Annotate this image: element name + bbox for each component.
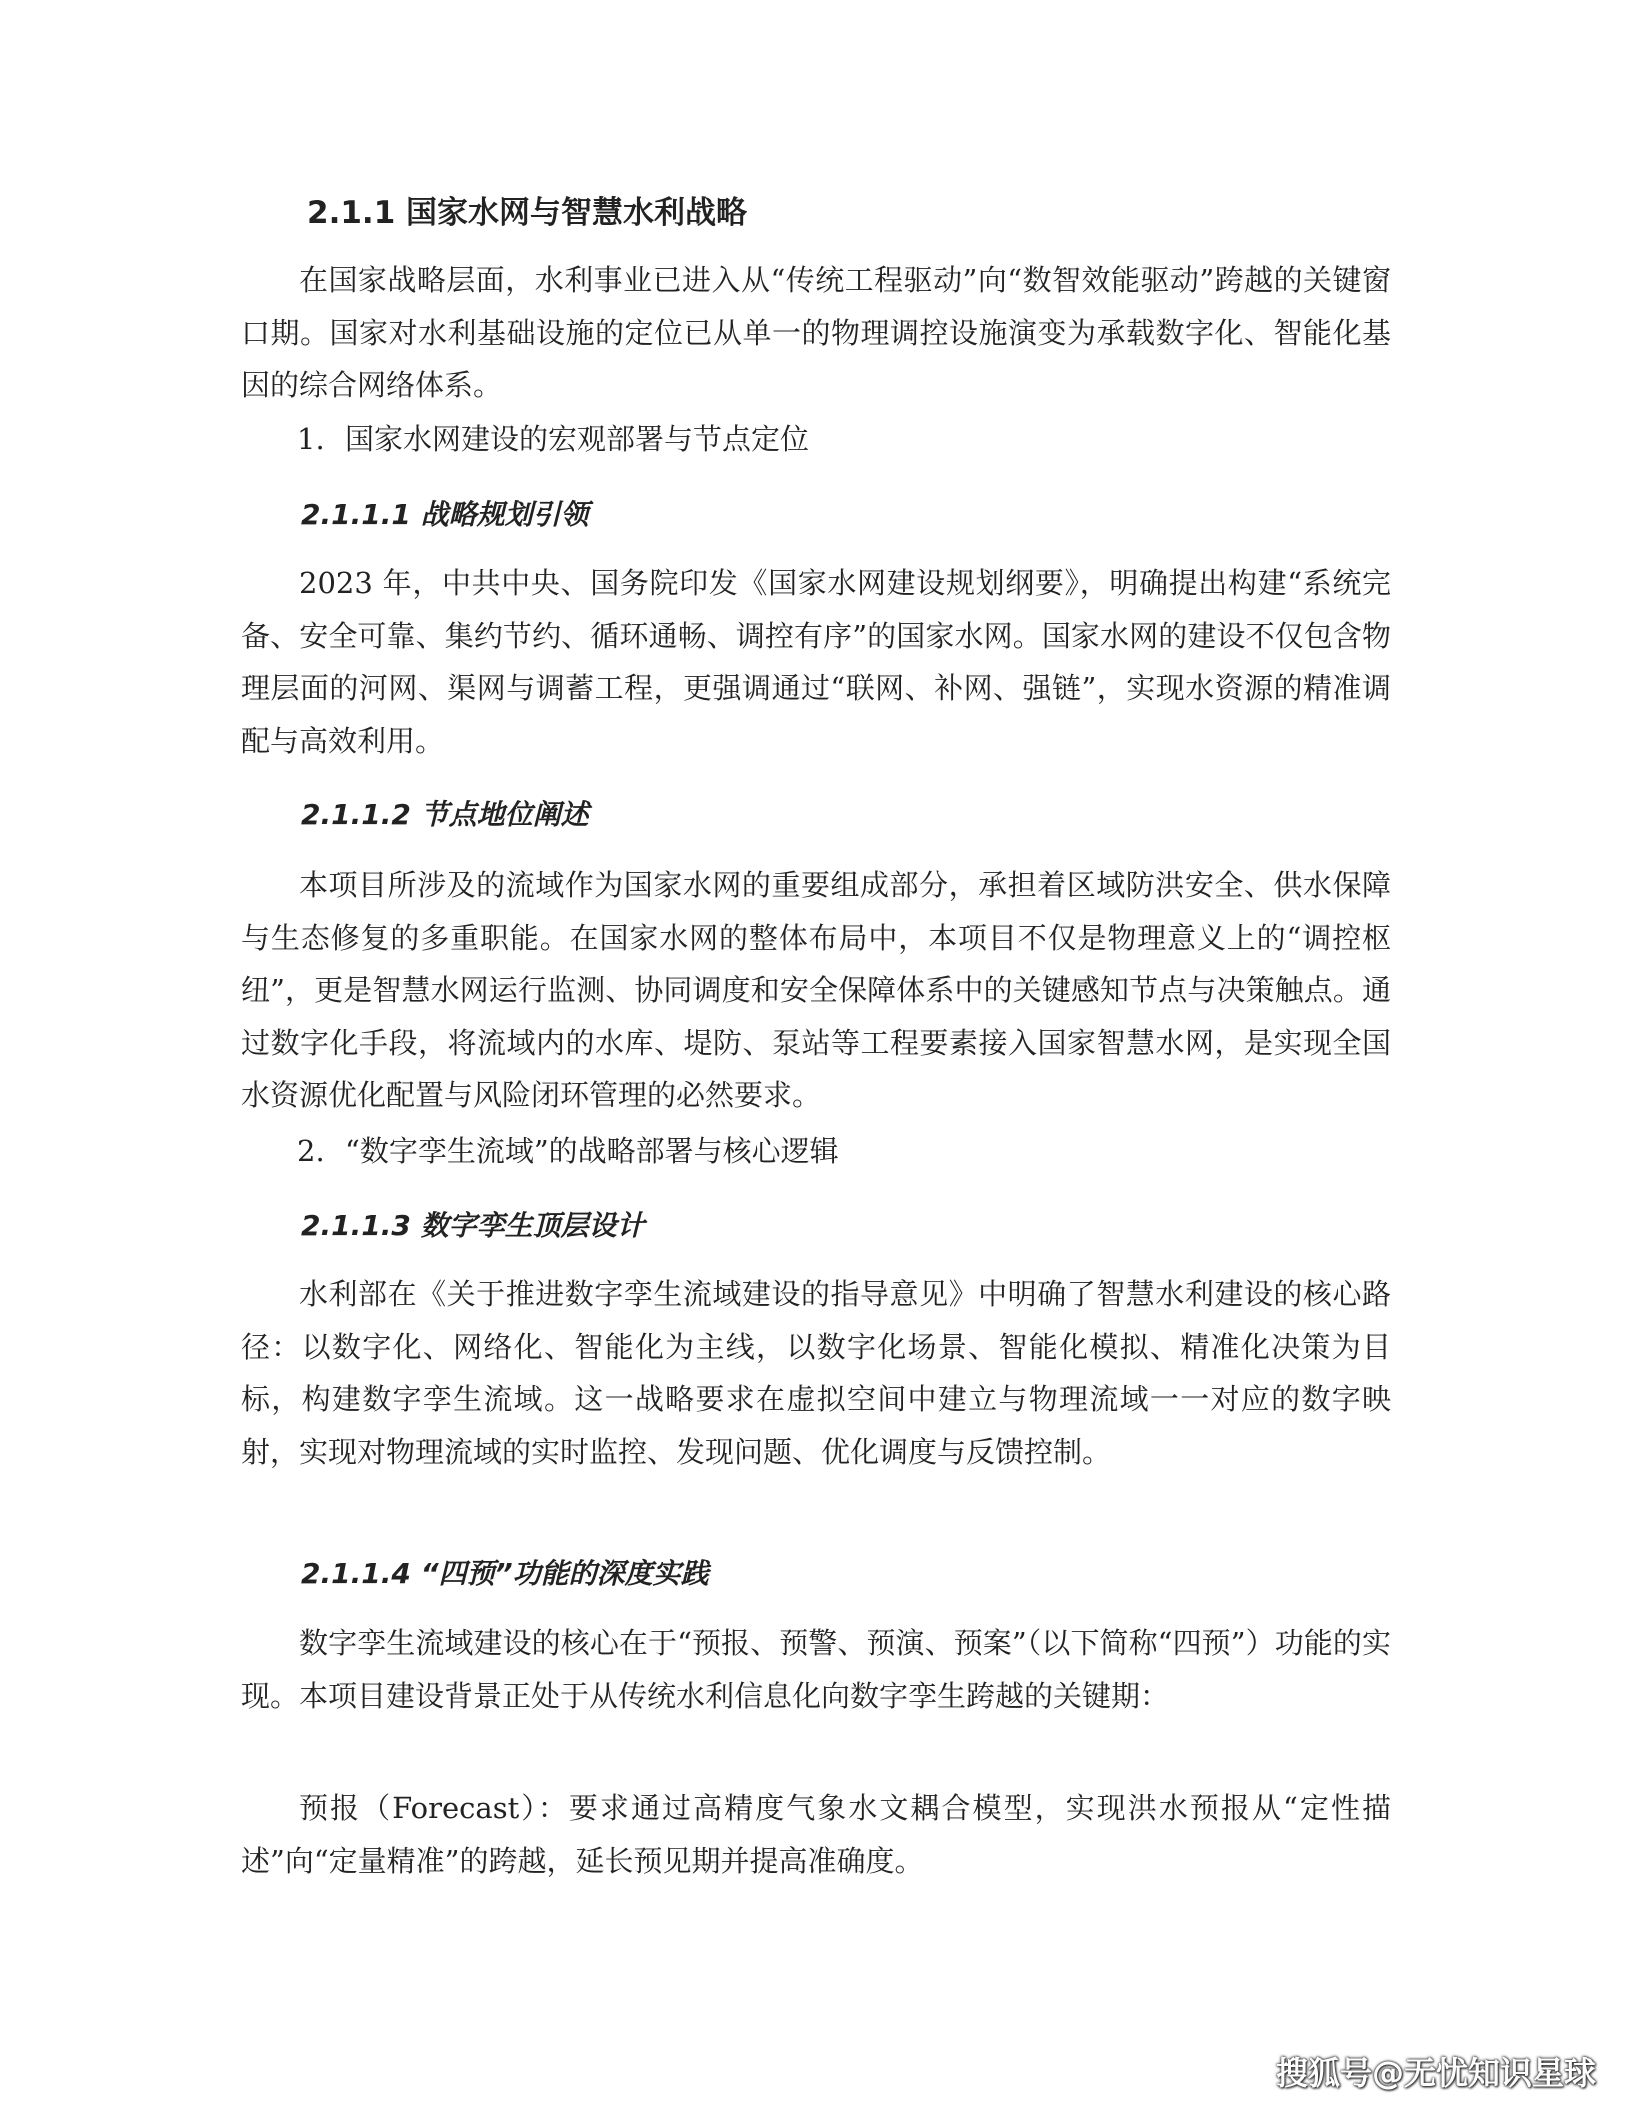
- list-number: 2.: [297, 1134, 325, 1168]
- heading-2-1-1-3: 2.1.1.3 数字孪生顶层设计: [301, 1209, 645, 1242]
- list-number: 1.: [297, 422, 325, 456]
- heading-2-1-1-2: 2.1.1.2 节点地位阐述: [301, 798, 589, 831]
- paragraph-intro: 在国家战略层面，水利事业已进入从“传统工程驱动”向“数智效能驱动”跨越的关键窗口期。国家对水利基础设施的定位已从单一的物理调控设施演变为承载数字化、智能化基因的综合网络体系。: [241, 263, 1391, 402]
- list-text: 国家水网建设的宏观部署与节点定位: [345, 422, 810, 456]
- watermark-text: 搜狐号@无忧知识星球: [1275, 2054, 1596, 2092]
- heading-2-1-1-1: 2.1.1.1 战略规划引领: [301, 498, 589, 531]
- paragraph-planning: 2023 年，中共中央、国务院印发《国家水网建设规划纲要》，明确提出构建“系统完备、安全可靠、集约节约、循环通畅、调控有序”的国家水网。国家水网的建设不仅包含物理层面的河网、渠网与调蓄工程，更强调通过“联网、补网、强链”，实现水资源的精准调配与高效利用。: [241, 566, 1391, 758]
- heading-2-1-1: 2.1.1 国家水网与智慧水利战略: [307, 195, 748, 231]
- list-text: “数字孪生流域”的战略部署与核心逻辑: [345, 1134, 839, 1168]
- list-item-2: [297, 1131, 839, 1171]
- paragraph-forecast: 预报（Forecast）：要求通过高精度气象水文耦合模型，实现洪水预报从“定性描述”向“定量精准”的跨越，延长预见期并提高准确度。: [241, 1791, 1391, 1878]
- paragraph-twin: 水利部在《关于推进数字孪生流域建设的指导意见》中明确了智慧水利建设的核心路径：以数字化、网络化、智能化为主线，以数字化场景、智能化模拟、精准化决策为目标，构建数字孪生流域。这一战略要求在虚拟空间中建立与物理流域一一对应的数字映射，实现对物理流域的实时监控、发现问题、优化调度与反馈控制。: [241, 1277, 1391, 1469]
- paragraph-node: 本项目所涉及的流域作为国家水网的重要组成部分，承担着区域防洪安全、供水保障与生态修复的多重职能。在国家水网的整体布局中，本项目不仅是物理意义上的“调控枢纽”，更是智慧水网运行监测、协同调度和安全保障体系中的关键感知节点与决策触点。通过数字化手段，将流域内的水库、堤防、泵站等工程要素接入国家智慧水网，是实现全国水资源优化配置与风险闭环管理的必然要求。: [241, 868, 1391, 1112]
- list-item-1: [297, 419, 809, 459]
- heading-2-1-1-4: 2.1.1.4 “四预”功能的深度实践: [301, 1557, 709, 1590]
- paragraph-four-pre: 数字孪生流域建设的核心在于“预报、预警、预演、预案”（以下简称“四预”）功能的实现。本项目建设背景正处于从传统水利信息化向数字孪生跨越的关键期：: [241, 1626, 1391, 1713]
